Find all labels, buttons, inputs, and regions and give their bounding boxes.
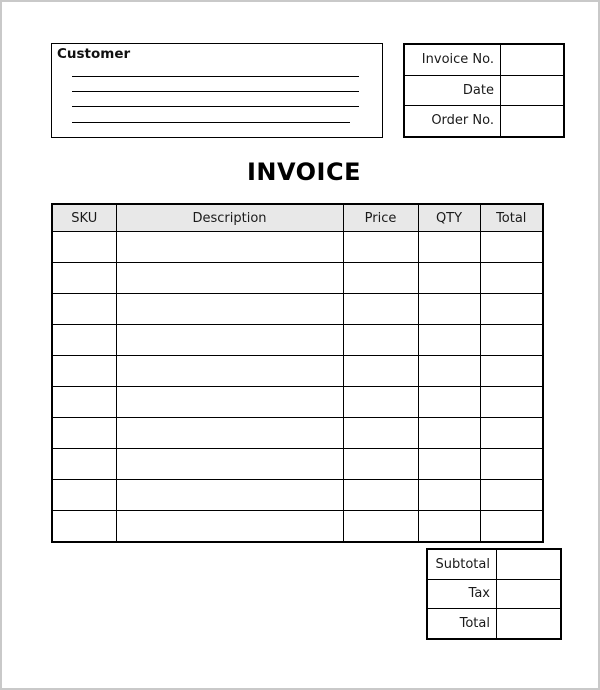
item-cell[interactable] [116,511,343,543]
table-row [427,549,561,579]
customer-box [51,43,383,138]
item-cell[interactable] [480,356,543,387]
item-cell[interactable] [418,294,480,325]
invoice-no-value-cell[interactable] [501,44,565,75]
customer-fill-lines [52,44,382,137]
item-cell[interactable] [418,232,480,263]
item-cell[interactable] [480,480,543,511]
item-cell[interactable] [116,356,343,387]
item-cell[interactable] [480,387,543,418]
item-cell[interactable] [52,449,116,480]
item-row [52,418,543,449]
customer-fill-line[interactable] [72,106,359,107]
item-row [52,387,543,418]
item-cell[interactable] [343,232,418,263]
item-cell[interactable] [480,263,543,294]
item-cell[interactable] [52,263,116,294]
column-header-price: Price [343,204,418,232]
column-header-qty: QTY [418,204,480,232]
date-value-cell[interactable] [501,75,565,106]
customer-fill-line[interactable] [72,122,350,123]
item-cell[interactable] [418,356,480,387]
item-cell[interactable] [52,325,116,356]
item-cell[interactable] [52,511,116,543]
item-cell[interactable] [418,325,480,356]
item-row [52,356,543,387]
summary-table [426,548,562,640]
table-row [427,609,561,639]
page-title: INVOICE [246,158,361,186]
item-cell[interactable] [343,325,418,356]
item-cell[interactable] [116,480,343,511]
item-cell[interactable] [116,418,343,449]
item-cell[interactable] [52,294,116,325]
table-row [427,579,561,609]
item-row [52,325,543,356]
item-cell[interactable] [418,263,480,294]
item-cell[interactable] [52,232,116,263]
item-cell[interactable] [480,325,543,356]
item-cell[interactable] [480,511,543,543]
item-cell[interactable] [343,387,418,418]
order-no-label: Order No. [404,106,501,137]
total-value-cell[interactable] [497,609,562,639]
item-cell[interactable] [480,449,543,480]
item-cell[interactable] [418,480,480,511]
customer-fill-line[interactable] [72,76,359,77]
item-cell[interactable] [418,418,480,449]
line-items-table [51,203,544,543]
item-cell[interactable] [343,418,418,449]
invoice-meta-table [403,43,565,138]
item-cell[interactable] [116,325,343,356]
tax-value-cell[interactable] [497,579,562,609]
item-row [52,480,543,511]
date-label: Date [404,75,501,106]
order-no-value-cell[interactable] [501,106,565,137]
item-cell[interactable] [343,449,418,480]
subtotal-value-cell[interactable] [497,549,562,579]
item-cell[interactable] [418,511,480,543]
item-cell[interactable] [343,356,418,387]
items-body [52,232,543,543]
item-row [52,449,543,480]
customer-fill-line[interactable] [72,91,359,92]
item-cell[interactable] [116,449,343,480]
items-header-row [52,204,543,232]
item-cell[interactable] [480,232,543,263]
item-cell[interactable] [52,480,116,511]
item-cell[interactable] [116,294,343,325]
table-row [404,75,564,106]
item-row [52,232,543,263]
item-row [52,294,543,325]
item-cell[interactable] [116,263,343,294]
item-cell[interactable] [418,449,480,480]
column-header-sku: SKU [52,204,116,232]
table-row [404,106,564,137]
item-cell[interactable] [52,387,116,418]
column-header-total: Total [480,204,543,232]
item-cell[interactable] [418,387,480,418]
tax-label: Tax [427,579,497,609]
column-header-description: Description [116,204,343,232]
customer-box-label: Customer [57,46,131,62]
table-row [404,44,564,75]
item-cell[interactable] [343,263,418,294]
total-label: Total [427,609,497,639]
invoice-no-label: Invoice No. [404,44,501,75]
item-cell[interactable] [343,480,418,511]
item-cell[interactable] [52,418,116,449]
item-row [52,263,543,294]
item-row [52,511,543,543]
item-cell[interactable] [343,294,418,325]
item-cell[interactable] [480,418,543,449]
item-cell[interactable] [343,511,418,543]
item-cell[interactable] [480,294,543,325]
item-cell[interactable] [52,356,116,387]
item-cell[interactable] [116,387,343,418]
item-cell[interactable] [116,232,343,263]
subtotal-label: Subtotal [427,549,497,579]
